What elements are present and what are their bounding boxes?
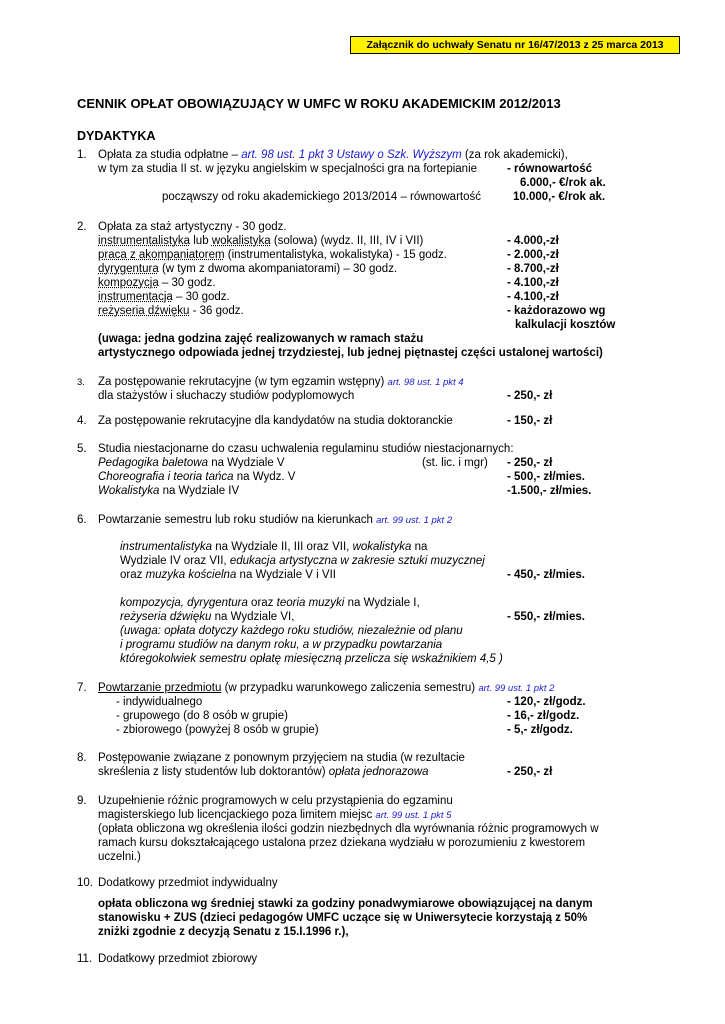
item-text: uczelni.): [98, 851, 141, 863]
item-text: kompozycja: [98, 277, 159, 289]
item-text: zniżki zgodnie z decyzją Senatu z 15.I.1996 r.),: [98, 926, 349, 938]
item-text: na Wydziale IV: [162, 485, 240, 497]
item-text: (w tym z dwoma akompaniatorami) – 30 godz.: [161, 263, 398, 275]
price-row-label: [98, 304, 244, 318]
page-title: CENNIK OPŁAT OBOWIĄZUJĄCY W UMFC W ROKU AKADEMICKIM 2012/2013: [77, 96, 561, 111]
item-text: Choreografia i teoria tańca: [98, 471, 234, 483]
price: kalkulacji kosztów: [515, 319, 616, 331]
item-text: (solowa) (wydz. II, III, IV i VII): [273, 235, 424, 247]
price: - każdorazowo wg: [507, 305, 606, 317]
item-text: reżyseria dźwięku: [120, 611, 212, 623]
item-text: w tym za studia II st. w języku angielskim w specjalności gra na fortepianie: [98, 163, 478, 175]
item-text: Opłata za staż artystyczny - 30 godz.: [98, 221, 287, 233]
item-note: któregokolwiek semestru opłatę miesięczną przelicza się wskaźnikiem 4,5 ): [120, 653, 503, 665]
price: - 120,- zł/godz.: [507, 696, 586, 708]
item-text: instrumentalistyka: [120, 541, 213, 553]
law-reference: art. 98 ust. 1 pkt 4: [387, 377, 464, 388]
item-text: Wokalistyka: [98, 485, 160, 497]
price: - 5,- zł/godz.: [507, 724, 573, 736]
item-text: wokalistyka: [352, 541, 412, 553]
item-text: teoria muzyki: [276, 597, 345, 609]
item-text: Pedagogika baletowa: [98, 457, 208, 469]
item-text: na Wydziale I,: [347, 597, 420, 609]
item-text: na Wydziale VI,: [214, 611, 295, 623]
price-row-label: [98, 248, 447, 262]
item-number: 9.: [77, 795, 87, 807]
price: - 550,- zł/mies.: [507, 611, 585, 623]
item-number: 4.: [77, 415, 87, 427]
item-number: 5.: [77, 443, 87, 455]
price-row-label: [98, 290, 230, 304]
price: - 450,- zł/mies.: [507, 569, 585, 581]
price: - 2.000,-zł: [507, 249, 559, 261]
item-text: wokalistyka: [211, 235, 271, 247]
item-text: - indywidualnego: [116, 696, 203, 708]
item-number: 6.: [77, 514, 87, 526]
item-text-line: [98, 681, 554, 696]
item-text: Postępowanie związane z ponownym przyjęciem na studia (w rezultacie: [98, 752, 465, 764]
law-reference: art. 99 ust. 1 pkt 5: [375, 810, 452, 821]
item-text: Uzupełnienie różnic programowych w celu przystąpienia do egzaminu: [98, 795, 453, 807]
group-2-line-1: [120, 596, 420, 610]
item-text: (instrumentalistyka, wokalistyka) - 15 godz.: [227, 249, 447, 261]
price-row-label: [98, 456, 285, 470]
group-1-line-2: [120, 554, 485, 568]
item-text: opłata obliczona wg średniej stawki za godziny ponadwymiarowe obowiązującej na danym: [98, 898, 593, 910]
item-number: 11.: [77, 953, 93, 965]
law-reference: art. 99 ust. 1 pkt 2: [478, 683, 555, 694]
item-text: Wydziale IV oraz VII,: [120, 555, 227, 567]
price-row-label: [98, 470, 295, 484]
item-note: i programu studiów na danym roku, a w przypadku powtarzania: [120, 639, 443, 651]
item-text: magisterskiego lub licencjackiego poza limitem miejsc: [98, 809, 373, 821]
item-text: muzyka kościelna: [145, 569, 237, 581]
item-text: kompozycja, dyrygentura: [120, 597, 248, 609]
item-text: reżyseria dźwięku: [98, 305, 190, 317]
price: 10.000,- €/rok ak.: [513, 191, 606, 203]
item-text: - zbiorowego (powyżej 8 osób w grupie): [116, 724, 319, 736]
item-text: (w przypadku warunkowego zaliczenia semestru): [224, 682, 476, 694]
item-1-line-1: [98, 148, 568, 162]
item-text: (opłata obliczona wg określenia ilości godzin niezbędnych dla wyrównania różnic programowych w: [98, 823, 599, 835]
section-heading: DYDAKTYKA: [77, 129, 156, 143]
price: - 4.000,-zł: [507, 235, 559, 247]
item-text: Opłata za studia odpłatne –: [98, 149, 239, 161]
item-text-line: [98, 375, 464, 390]
law-reference: art. 99 ust. 1 pkt 2: [376, 515, 453, 526]
price: - 4.100,-zł: [507, 291, 559, 303]
price: - równowartość: [507, 163, 592, 175]
item-number: 2.: [77, 221, 87, 233]
item-number: 10.: [77, 877, 93, 889]
item-number: 7.: [77, 682, 87, 694]
item-text: edukacja artystyczna w zakresie sztuki muzycznej: [229, 555, 485, 567]
item-text: Powtarzanie przedmiotu: [98, 682, 222, 694]
item-number: 3.: [77, 377, 85, 388]
price: - 4.100,-zł: [507, 277, 559, 289]
senate-resolution-badge: Załącznik do uchwały Senatu nr 16/47/2013 z 25 marca 2013: [350, 36, 680, 54]
item-text: Dodatkowy przedmiot indywidualny: [98, 877, 278, 889]
item-text: instrumentacja: [98, 291, 173, 303]
price: - 8.700,-zł: [507, 263, 559, 275]
item-note: (uwaga: opłata dotyczy każdego roku studiów, niezależnie od planu: [120, 625, 463, 637]
item-text: na: [414, 541, 428, 553]
group-2-line-2: [120, 610, 294, 624]
item-text: ramach kursu dokształcającego ustalona przez dziekana wydziału w porozumieniu z kwestorem: [98, 837, 586, 849]
item-text: – 30 godz.: [161, 277, 216, 289]
item-text: lub: [193, 235, 209, 247]
item-text: praca z akompaniatorem: [98, 249, 225, 261]
item-text: (st. lic. i mgr): [422, 457, 488, 469]
price: - 250,- zł: [507, 390, 553, 402]
item-text: oraz: [251, 597, 274, 609]
item-text: - grupowego (do 8 osób w grupie): [116, 710, 288, 722]
price-row-label: [98, 262, 397, 276]
item-text-line: [98, 765, 429, 779]
item-number: 1.: [77, 149, 87, 161]
item-text: instrumentalistyka: [98, 235, 191, 247]
item-text: Dodatkowy przedmiot zbiorowy: [98, 953, 258, 965]
item-text-line: [98, 808, 451, 823]
item-text: na Wydziale V i VII: [239, 569, 336, 581]
item-text: Za postępowanie rekrutacyjne (w tym egzamin wstępny): [98, 376, 385, 388]
item-text: dyrygentura: [98, 263, 159, 275]
price-row-label: [98, 234, 423, 248]
item-text: począwszy od roku akademickiego 2013/2014 – równowartość: [162, 191, 481, 203]
item-note: artystycznego odpowiada jednej trzydziestej, lub jednej piętnastej części ustalonej wartości): [98, 347, 603, 359]
item-text-line: [98, 513, 452, 528]
price: - 16,- zł/godz.: [507, 710, 580, 722]
item-number: 8.: [77, 752, 87, 764]
item-text: na Wydziale V: [211, 457, 285, 469]
price: - 250,- zł: [507, 766, 553, 778]
group-1-line-1: [120, 540, 427, 554]
item-text: dla stażystów i słuchaczy studiów podyplomowych: [98, 390, 355, 402]
item-text: skreślenia z listy studentów lub doktorantów): [98, 766, 326, 778]
item-text: – 30 godz.: [176, 291, 230, 303]
price-row-label: [98, 484, 239, 498]
item-text: Powtarzanie semestru lub roku studiów na kierunkach: [98, 514, 373, 526]
price: - 250,- zł: [507, 457, 553, 469]
price: 6.000,- €/rok ak.: [520, 177, 606, 189]
price: - 500,- zł/mies.: [507, 471, 585, 483]
item-text: opłata jednorazowa: [328, 766, 429, 778]
item-text: - 36 godz.: [192, 305, 244, 317]
group-1-line-3: [120, 568, 336, 582]
item-note: (uwaga: jedna godzina zajęć realizowanych w ramach stażu: [98, 333, 424, 345]
item-text: oraz: [120, 569, 143, 581]
item-text: stanowisku + ZUS (dzieci pedagogów UMFC uczące się w Uniwersytecie korzystają z 50%: [98, 912, 588, 924]
item-text: (za rok akademicki),: [464, 149, 568, 161]
item-text: na Wydz. V: [236, 471, 296, 483]
item-text: na Wydziale II, III oraz VII,: [215, 541, 350, 553]
law-reference: art. 98 ust. 1 pkt 3 Ustawy o Szk. Wyższym: [241, 149, 462, 161]
price-row-label: [98, 276, 216, 290]
item-text: Studia niestacjonarne do czasu uchwalenia regulaminu studiów niestacjonarnych:: [98, 443, 514, 455]
price: -1.500,- zł/mies.: [507, 485, 592, 497]
price: - 150,- zł: [507, 415, 553, 427]
item-text: Za postępowanie rekrutacyjne dla kandydatów na studia doktoranckie: [98, 415, 453, 427]
